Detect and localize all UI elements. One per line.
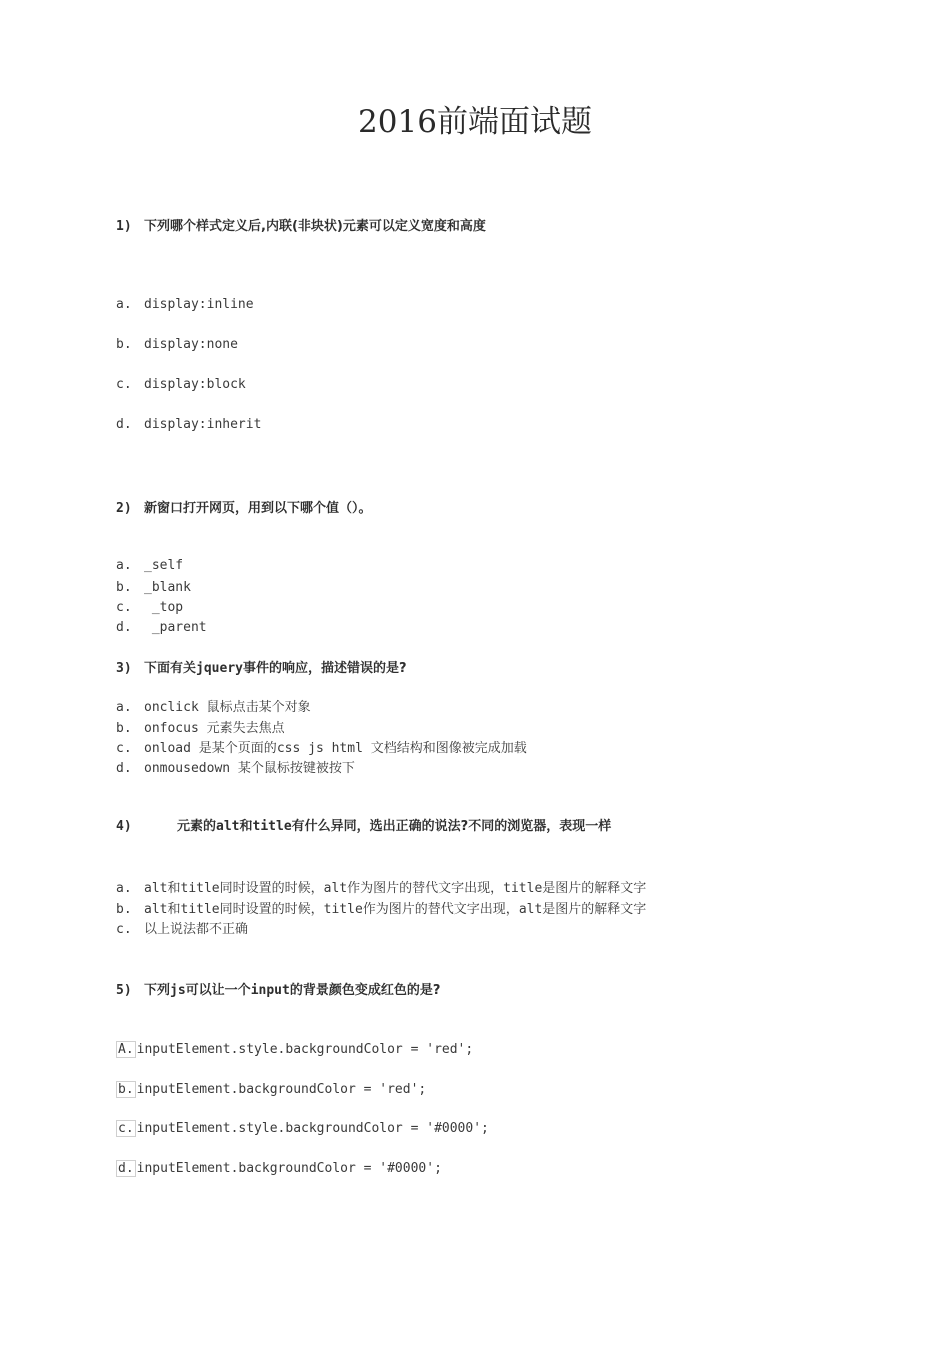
q4-option-b: b. alt和title同时设置的时候，title作为图片的替代文字出现，alt是图片的解释文字 — [116, 902, 647, 917]
question-number: 2) — [116, 501, 132, 516]
q4-option-c: c. 以上说法都不正确 — [116, 922, 249, 937]
q3-option-d: d. onmousedown 某个鼠标按键被按下 — [116, 761, 355, 776]
question-number: 5) — [116, 983, 132, 998]
question-1 — [116, 217, 486, 237]
q5-option-d: d. inputElement.backgroundColor = '#0000'; — [118, 1161, 442, 1176]
q4-option-a: a. alt和title同时设置的时候，alt作为图片的替代文字出现，title是图片的解释文字 — [116, 881, 647, 896]
question-2 — [116, 499, 372, 519]
q3-option-a: a. onclick 鼠标点击某个对象 — [116, 700, 311, 715]
q2-option-d: d. _parent — [116, 620, 207, 635]
q3-option-b: b. onfocus 元素失去焦点 — [116, 721, 285, 736]
option-letter-box: A. — [118, 1042, 134, 1057]
question-4: 4) 元素的alt和title有什么异同，选出正确的说法?不同的浏览器，表现一样 — [116, 817, 611, 837]
question-5: 5) 下列js可以让一个input的背景颜色变成红色的是? — [116, 981, 440, 1001]
question-3: 3) 下面有关jquery事件的响应，描述错误的是? — [116, 659, 407, 679]
page-title: 2016前端面试题 — [358, 104, 592, 140]
question-number: 4) — [116, 819, 132, 834]
q2-option-a: a. _self — [116, 558, 184, 573]
question-number: 3) — [116, 661, 132, 676]
option-letter-box: d. — [118, 1161, 134, 1176]
q3-option-c: c. onload 是某个页面的css js html 文档结构和图像被完成加载 — [116, 741, 527, 756]
question-number: 1) — [116, 219, 132, 234]
q1-option-a: a. display:inline — [116, 297, 254, 312]
q1-option-b: b. display:none — [116, 337, 238, 352]
q5-option-c: c. inputElement.style.backgroundColor = '#0000'; — [118, 1121, 489, 1136]
option-letter-box: c. — [118, 1121, 134, 1136]
q1-option-c: c. display:block — [116, 377, 246, 392]
q2-option-c: c. _top — [116, 600, 184, 615]
q5-option-b: b. inputElement.backgroundColor = 'red'; — [118, 1082, 427, 1097]
q5-option-a: A. inputElement.style.backgroundColor = 'red'; — [118, 1042, 474, 1057]
question-text: 下列哪个样式定义后,内联(非块状)元素可以定义宽度和高度 — [144, 219, 486, 234]
q2-option-b: b. _blank — [116, 580, 191, 595]
question-text: 新窗口打开网页，用到以下哪个值（）。 — [144, 501, 372, 516]
q1-option-d: d. display:inherit — [116, 417, 262, 432]
option-letter-box: b. — [118, 1082, 134, 1097]
